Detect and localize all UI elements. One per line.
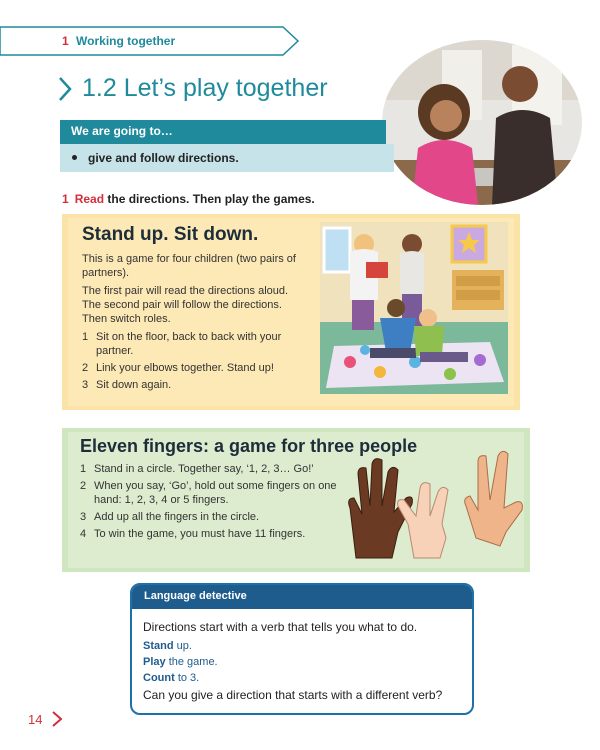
children-playing-photo: [382, 40, 582, 205]
goals-list: [60, 144, 394, 172]
lesson-title: 1.2 Let’s play together: [82, 74, 328, 102]
example-verb: Stand: [143, 640, 174, 652]
children-game-illustration: [320, 222, 508, 394]
game2-step: [80, 510, 350, 524]
game1-steps: [82, 330, 307, 395]
bullet-icon: [72, 155, 77, 160]
example-rest: the game.: [165, 656, 218, 668]
lesson-title-row: [58, 74, 328, 103]
step-text: Sit down again.: [96, 379, 172, 391]
step-number: 4: [80, 528, 87, 540]
game1-title: Stand up. Sit down.: [82, 224, 259, 245]
goals-heading: We are going to…: [71, 124, 173, 138]
game2-title-part2: three people: [310, 436, 418, 456]
step-text: Stand in a circle. Together say, ‘1, 2, 3… Go!’: [94, 463, 314, 475]
game1-para2: The first pair will read the directions aloud. The second pair will follow the directions. Then switch roles.: [82, 285, 289, 325]
game1-step: [82, 330, 307, 358]
game1-para1: This is a game for four children (two pairs of partners).: [82, 253, 296, 279]
language-detective-heading: Language detective: [144, 590, 247, 602]
example-rest: to 3.: [174, 672, 200, 684]
game1-step: [82, 378, 307, 392]
step-number: 1: [82, 331, 89, 343]
game1-step: [82, 361, 307, 375]
instruction-text: the directions. Then play the games.: [104, 192, 315, 206]
page-number-row: [28, 711, 62, 727]
goals-heading-bar: [60, 120, 386, 144]
step-text: Link your elbows together. Stand up!: [96, 362, 274, 374]
activity-number: 1: [62, 192, 69, 206]
step-number: 2: [82, 362, 89, 374]
step-number: 3: [82, 379, 89, 391]
step-number: 1: [80, 463, 87, 475]
game2-title-part1: Eleven fingers: a game for: [80, 436, 311, 456]
example-direction: [143, 640, 192, 652]
example-rest: up.: [173, 640, 192, 652]
game2-step: [80, 527, 350, 541]
instruction-verb: Read: [74, 192, 105, 206]
language-detective-header: [132, 585, 472, 609]
activity-instruction: [62, 192, 315, 206]
language-detective-intro: Directions start with a verb that tells you what to do.: [143, 620, 418, 634]
example-direction: [143, 672, 199, 684]
language-detective-question: Can you give a direction that starts with a different verb?: [143, 688, 443, 702]
step-text: When you say, ‘Go’, hold out some fingers on one hand: 1, 2, 3, 4 or 5 fingers.: [94, 480, 337, 506]
game2-step: [80, 479, 350, 507]
game2-step: [80, 462, 350, 476]
step-text: Sit on the floor, back to back with your partner.: [96, 331, 282, 357]
example-verb: Play: [143, 656, 166, 668]
page-number: 14: [28, 711, 43, 727]
chevron-right-icon: [52, 711, 62, 727]
unit-label: [62, 34, 175, 48]
chevron-right-icon: [58, 76, 72, 102]
goal-item: give and follow directions.: [88, 151, 239, 165]
example-direction: [143, 656, 218, 668]
step-text: To win the game, you must have 11 fingers.: [94, 528, 306, 540]
hands-fingers-illustration: [336, 428, 530, 563]
step-number: 2: [80, 480, 87, 492]
unit-number: 1: [62, 34, 69, 48]
step-text: Add up all the fingers in the circle.: [94, 511, 260, 523]
example-verb: Count: [143, 672, 175, 684]
unit-title: Working together: [76, 34, 176, 48]
game2-steps: [80, 462, 350, 544]
step-number: 3: [80, 511, 87, 523]
